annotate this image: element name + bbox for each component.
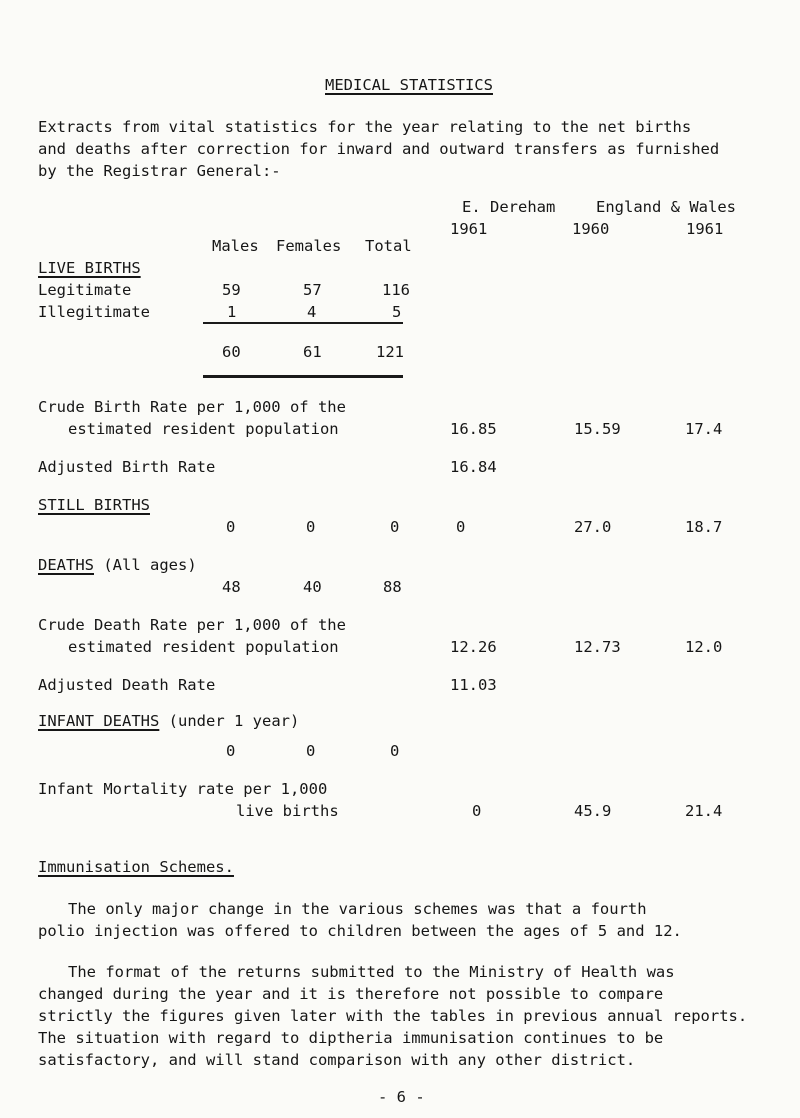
illegitimate-females: 4 [307,303,317,321]
infant-mortality-label-1: Infant Mortality rate per 1,000 [38,780,328,798]
crude-birth-label-2: estimated resident population [68,420,339,438]
page-title: MEDICAL STATISTICS [325,76,493,94]
immunisation-para1-line-1: The only major change in the various schemes was that a fourth [68,900,647,918]
still-births-males: 0 [226,518,236,536]
infant-deaths-males: 0 [226,742,236,760]
infant-mortality-label-2: live births [236,802,339,820]
immunisation-para2-line-3: strictly the figures given later with the tables in previous annual reports. [38,1007,748,1025]
header-total: Total [365,237,412,255]
crude-death-label-2: estimated resident population [68,638,339,656]
immunisation-para2-line-2: changed during the year and it is therefore not possible to compare [38,985,664,1003]
infant-mortality-dereham-1960: 45.9 [574,802,612,820]
infant-deaths-suffix: (under 1 year) [168,712,300,730]
deaths-males: 48 [222,578,241,596]
still-births-dereham-1961: 0 [456,518,466,536]
immunisation-para2-line-1: The format of the returns submitted to the Ministry of Health was [68,963,675,981]
crude-death-england-1961: 12.0 [685,638,723,656]
subtotal-rule [203,322,403,324]
adjusted-birth-value: 16.84 [450,458,497,476]
still-births-england-1961: 18.7 [685,518,723,536]
header-dereham: E. Dereham [462,198,556,216]
legitimate-total: 116 [382,281,410,299]
infant-deaths-row [38,714,299,730]
deaths-females: 40 [303,578,322,596]
illegitimate-males: 1 [227,303,237,321]
intro-line-2: and deaths after correction for inward and outward transfers as furnished [38,140,720,158]
live-births-total-males: 60 [222,343,241,361]
header-england-wales: England & Wales [596,198,736,216]
illegitimate-total: 5 [392,303,402,321]
deaths-heading: DEATHS [38,556,94,574]
crude-birth-dereham-1961: 16.85 [450,420,497,438]
infant-mortality-england-1961: 21.4 [685,802,723,820]
legitimate-females: 57 [303,281,322,299]
legitimate-label: Legitimate [38,281,132,299]
page-number: - 6 - [378,1088,425,1106]
still-births-dereham-1960: 27.0 [574,518,612,536]
header-year-dereham-1960: 1960 [572,220,610,238]
deaths-total: 88 [383,578,402,596]
live-births-total-total: 121 [376,343,404,361]
crude-death-dereham-1961: 12.26 [450,638,497,656]
adjusted-birth-label: Adjusted Birth Rate [38,458,216,476]
crude-death-dereham-1960: 12.73 [574,638,621,656]
crude-birth-dereham-1960: 15.59 [574,420,621,438]
header-females: Females [276,237,342,255]
infant-deaths-heading: INFANT DEATHS [38,712,160,730]
header-year-dereham-1961: 1961 [450,220,488,238]
crude-birth-label-1: Crude Birth Rate per 1,000 of the [38,398,346,416]
crude-birth-england-1961: 17.4 [685,420,723,438]
deaths-suffix: (All ages) [103,556,197,574]
intro-line-1: Extracts from vital statistics for the year relating to the net births [38,118,692,136]
still-births-heading: STILL BIRTHS [38,496,150,514]
crude-death-label-1: Crude Death Rate per 1,000 of the [38,616,346,634]
legitimate-males: 59 [222,281,241,299]
infant-deaths-total: 0 [390,742,400,760]
live-births-heading: LIVE BIRTHS [38,259,141,277]
adjusted-death-label: Adjusted Death Rate [38,676,216,694]
infant-deaths-females: 0 [306,742,316,760]
infant-mortality-dereham-1961: 0 [472,802,482,820]
illegitimate-label: Illegitimate [38,303,150,321]
immunisation-para2-line-5: satisfactory, and will stand comparison with any other district. [38,1051,636,1069]
immunisation-para1-line-2: polio injection was offered to children between the ages of 5 and 12. [38,922,682,940]
live-births-total-females: 61 [303,343,322,361]
still-births-females: 0 [306,518,316,536]
deaths-row [38,558,197,574]
total-rule [203,375,403,378]
still-births-total: 0 [390,518,400,536]
header-year-england-1961: 1961 [686,220,724,238]
header-males: Males [212,237,259,255]
immunisation-heading: Immunisation Schemes. [38,858,234,876]
immunisation-para2-line-4: The situation with regard to diptheria immunisation continues to be [38,1029,664,1047]
intro-line-3: by the Registrar General:- [38,162,281,180]
adjusted-death-value: 11.03 [450,676,497,694]
